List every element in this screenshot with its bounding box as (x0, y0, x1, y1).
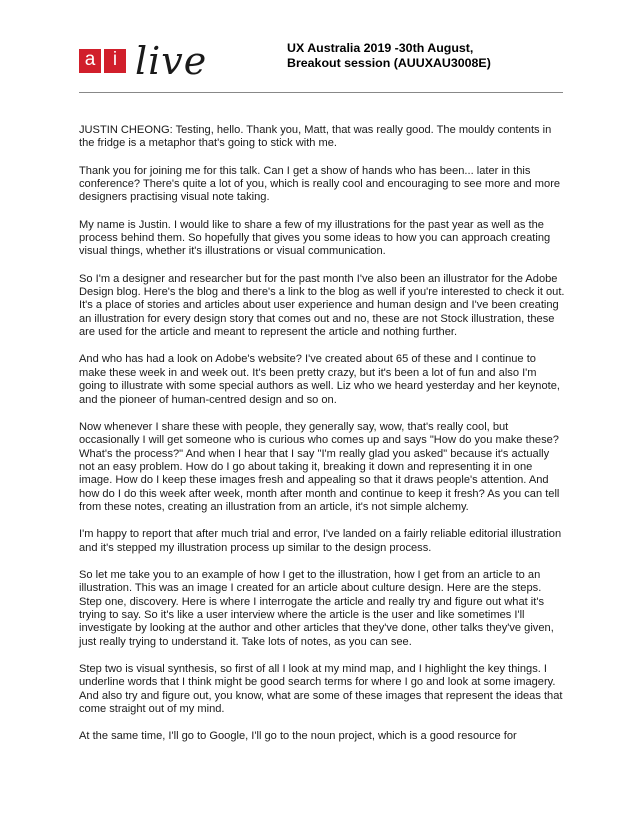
paragraph: And who has had a look on Adobe's website? I've created about 65 of these and I continue to make these week in and week out. It's been pretty crazy, but it's been a lot of fun and also I'm going to illustrate with some special authors as well. Liz who we heard yesterday and her keynote, and the pioneer of human-centred design and so on. (79, 353, 560, 406)
logo-live-text: live (135, 39, 208, 83)
ai-live-logo (79, 37, 207, 81)
document-header-title (287, 41, 577, 71)
paragraph: Step two is visual synthesis, so first of all I look at my mind map, and I highlight the key things. I underline words that I think might be good search terms for where I go and look at some imagery. And also try and figure out, you know, what are some of these images that represent the ideas that come straight out of my mind. (79, 663, 563, 716)
paragraph: I'm happy to report that after much trial and error, I've landed on a fairly reliable editorial illustration and it's stepped my illustration process up similar to the design process. (79, 528, 562, 554)
header-divider (79, 92, 563, 93)
logo-box-i: i (104, 49, 126, 73)
paragraph: At the same time, I'll go to Google, I'll go to the noun project, which is a good resource for (79, 730, 517, 743)
paragraph: Thank you for joining me for this talk. Can I get a show of hands who has been... later in this conference? There's quite a lot of you, which is really cool and encouraging to see more and more designers practising visual note taking. (79, 164, 561, 204)
transcript-body (79, 124, 565, 758)
paragraph: JUSTIN CHEONG: Testing, hello. Thank you, Matt, that was really good. The mouldy contents in the fridge is a metaphor that's going to stick with me. (79, 124, 552, 150)
logo-box-a: a (79, 49, 101, 73)
paragraph: So I'm a designer and researcher but for the past month I've also been an illustrator for the Adobe Design blog. Here's the blog and there's a link to the blog as well if you're interested to check it out. It's a place of stories and articles about user experience and human design and I've been creating an illustration for every design story that comes out and no, these are not Stock illustration, these are used for the article and meant to represent the article and nothing further. (79, 272, 565, 339)
header-title-line-1: UX Australia 2019 -30th August, (287, 41, 474, 55)
header-title-line-2: Breakout session (AUUXAU3008E) (287, 56, 491, 70)
paragraph: Now whenever I share these with people, they generally say, wow, that's really cool, but occasionally I will get someone who is curious who comes up and says "How do you make these? What's the process?" And when I hear that I say "I'm really glad you asked" because it's actually not an easy problem. How do I go about taking it, breaking it down and representing it in one image. How do I keep these images fresh and appealing so that it draws people's attention. And how do I do this week after week, month after month and continue to keep it fresh? As you can tell from these notes, creating an illustration from an article, it's not simple alchemy. (79, 420, 560, 513)
paragraph: So let me take you to an example of how I get to the illustration, how I get from an article to an illustration. This was an image I created for an article about culture design. Here are the steps. Step one, discovery. Here is where I interrogate the article and really try and figure out what it's trying to say. So it's like a user interview where the article is the user and like sometimes I'll investigate by looking at the author and other articles that they've done, other talks they've given, just really trying to understand it. Take lots of notes, as you can see. (79, 568, 554, 648)
paragraph: My name is Justin. I would like to share a few of my illustrations for the past year as well as the process behind them. So hopefully that gives you some ideas to how you can approach creating visual things, whether it's illustrations or visual communication. (79, 218, 551, 258)
